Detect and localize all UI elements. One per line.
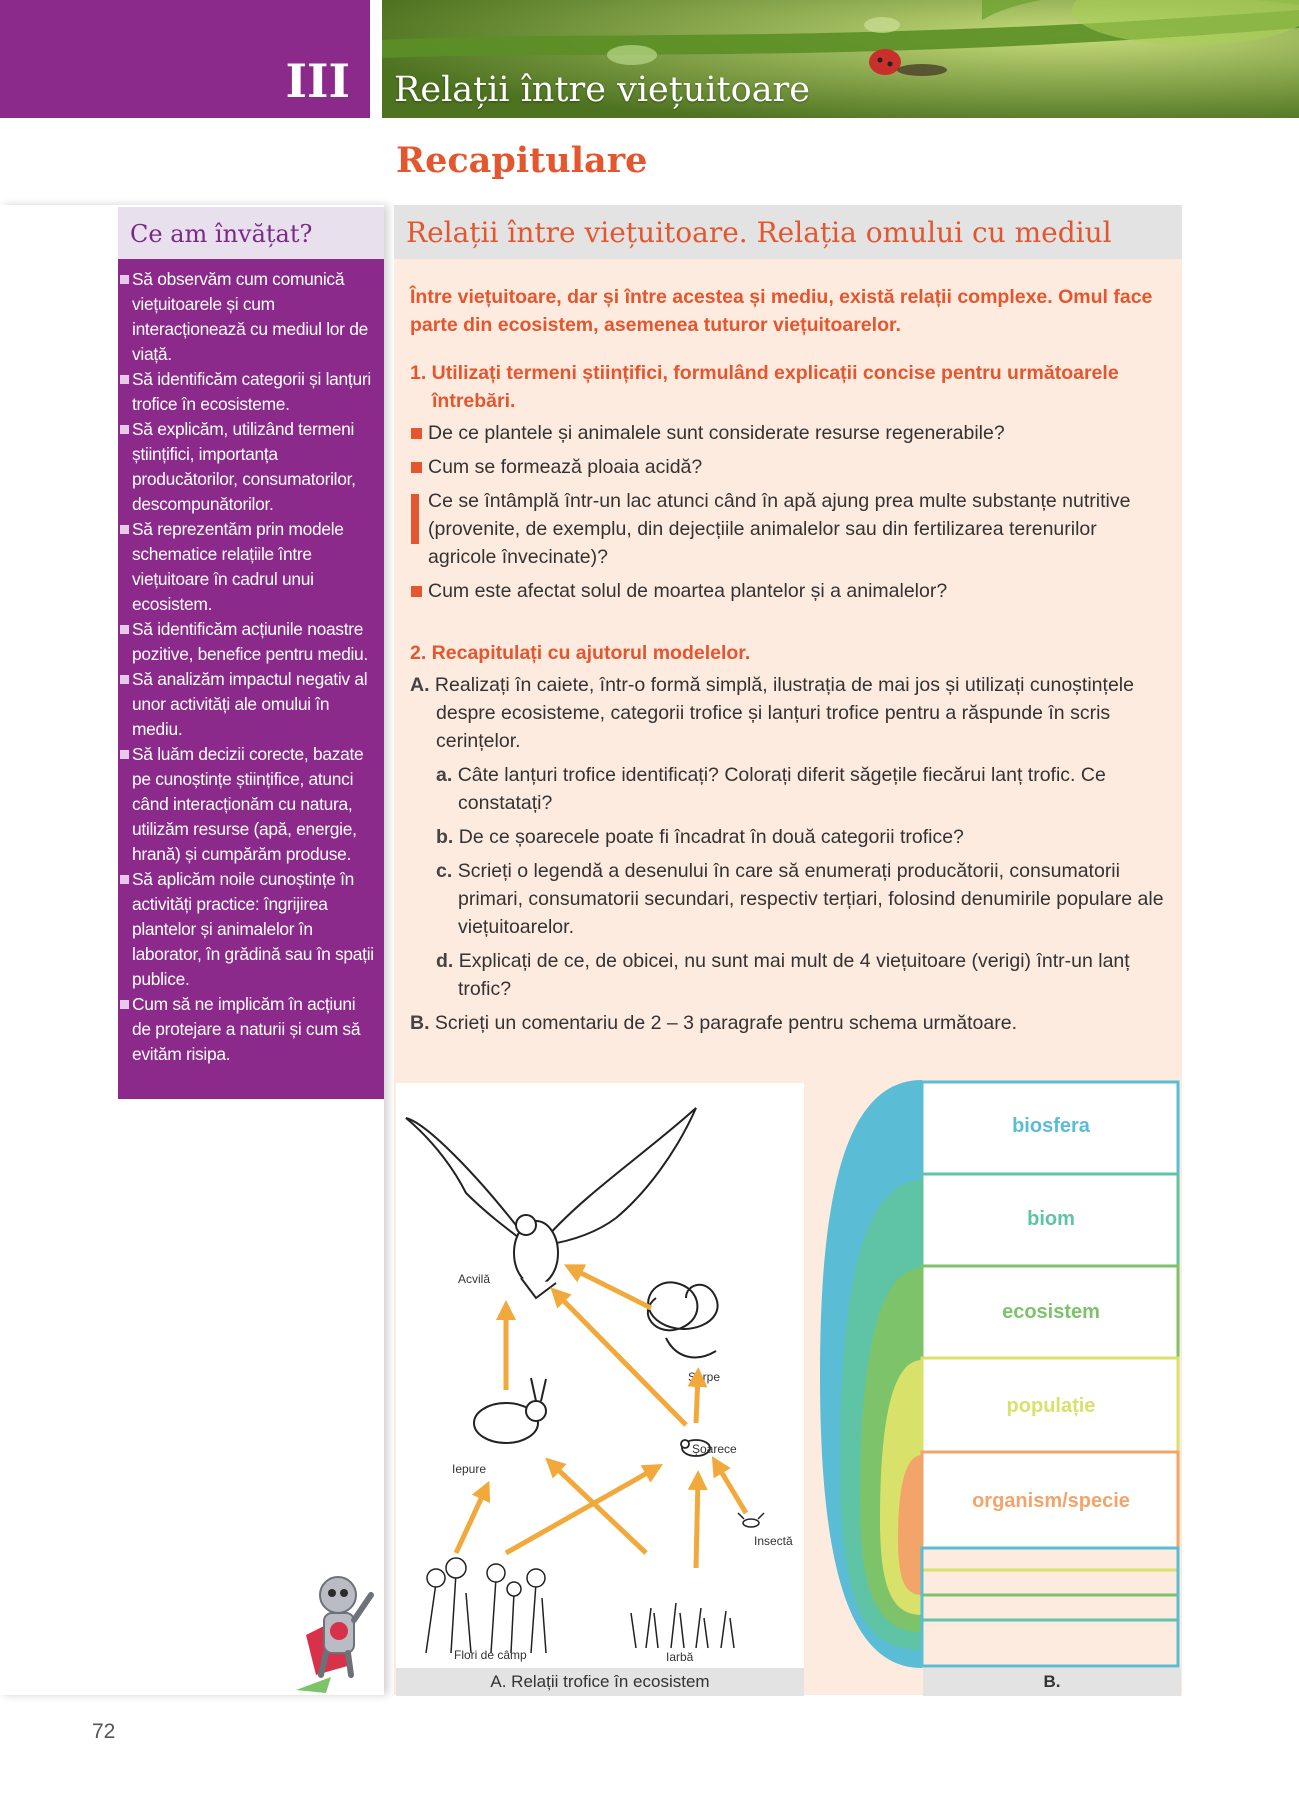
task-a-letter: A. [410, 674, 430, 696]
question-bullet: Cum se formează ploaia acidă? [410, 453, 1170, 481]
learning-item: Să aplicăm noile cunoștințe în activități practice: îngrijirea plantelor și animalelor în laborator, în grădină sau în spații publice. [118, 867, 374, 992]
level-label-populatie: populație [1006, 1395, 1096, 1417]
label-mouse: Șoarece [692, 1442, 737, 1456]
learning-item: Să explicăm, utilizând termeni științifici, importanța producătorilor, consumatorilor, descompunătorilor. [118, 417, 374, 517]
sidebar-learning-list [118, 259, 384, 1099]
arrow-insect-mouse [716, 1463, 746, 1513]
learning-item: Cum să ne implicăm în acțiuni de protejare a naturii și cum să evităm risipa. [118, 992, 374, 1067]
grass-icon [631, 1603, 734, 1648]
learning-item: Să analizăm impactul negativ al unor activități ale omului în mediu. [118, 667, 374, 742]
subtask [410, 947, 1170, 1003]
arrow-mouse-eagle [556, 1293, 686, 1425]
levels-diagram [820, 1080, 1182, 1668]
arrow-grass-mouse [696, 1478, 698, 1568]
chapter-title: Relații între viețuitoare [394, 70, 811, 110]
label-snake: Șarpe [688, 1370, 721, 1384]
subtask-letter: b. [436, 826, 454, 848]
subtask [410, 823, 1170, 851]
subtask-text: Explicați de ce, de obicei, nu sunt mai mult de 4 viețuitoare (verigi) într-un lanț trofic? [458, 950, 1130, 1000]
chapter-banner [382, 0, 1299, 118]
label-eagle: Acvilă [458, 1272, 491, 1286]
subtask-letter: d. [436, 950, 454, 972]
arrow-flowers-rabbit [456, 1488, 486, 1553]
chapter-number-box [0, 0, 370, 118]
subtask-letter: c. [436, 860, 453, 882]
subtask-text: Câte lanțuri trofice identificați? Colorați diferit săgețile fiecărui lanț trofic. Ce constatați? [457, 764, 1106, 814]
subtask [410, 761, 1170, 817]
task-b [410, 1009, 1170, 1037]
intro-text: Între viețuitoare, dar și între acestea și mediu, există relații complexe. Omul face parte din ecosistem, asemenea tuturor viețuitoarelor. [410, 286, 1153, 336]
page-number: 72 [92, 1720, 116, 1743]
food-web-drawing [396, 1083, 804, 1668]
label-rabbit: Iepure [452, 1462, 487, 1476]
task-a-text: Realizați în caiete, într-o formă simplă, ilustrația de mai jos și utilizați cunoștințele despre ecosisteme, categorii trofice și lanțuri trofice pentru a răspunde în scris cerințelor. [434, 674, 1134, 752]
level-label-biosfera: biosfera [1012, 1115, 1090, 1137]
subtask [410, 857, 1170, 941]
task-a [410, 671, 1170, 755]
snake-icon [648, 1282, 718, 1357]
learning-item: Să identificăm categorii și lanțuri trofice în ecosisteme. [118, 367, 374, 417]
question-1-title: 1. Utilizați termeni științifici, formulând explicații concise pentru următoarele întrebări. [410, 362, 1119, 412]
figure-b-levels [820, 1080, 1182, 1668]
arrow-grass-rabbit [551, 1463, 646, 1553]
label-insect: Insectă [754, 1534, 793, 1548]
sidebar-title: Ce am învățat? [130, 220, 313, 248]
sidebar-title-box [118, 207, 384, 259]
subtask-letter: a. [436, 764, 453, 786]
rabbit-icon [474, 1378, 546, 1443]
level-label-organism: organism/specie [972, 1490, 1130, 1512]
learning-item: Să reprezentăm prin modele schematice relațiile între viețuitoare în cadrul unui ecosistem. [118, 517, 374, 617]
subtask-text: De ce șoarecele poate fi încadrat în două categorii trofice? [458, 826, 964, 848]
level-label-ecosistem: ecosistem [1002, 1301, 1100, 1323]
main-content [410, 283, 1170, 1043]
main-heading-bar [394, 205, 1182, 259]
figure-a-food-web [396, 1083, 804, 1668]
question-bullet: Ce se întâmplă într-un lac atunci când în apă ajung prea multe substanțe nutritive (provenite, de exemplu, din dejecțiile animalelor sau din fertilizarea terenurilor agricole învecinate)? [410, 487, 1170, 571]
eagle-icon [406, 1108, 696, 1298]
task-b-letter: B. [410, 1012, 430, 1034]
level-label-biom: biom [1027, 1208, 1075, 1230]
arrow-snake-eagle [571, 1268, 651, 1308]
flowers-icon [426, 1558, 546, 1653]
arrow-mouse-snake [696, 1375, 698, 1423]
insect-icon [738, 1513, 764, 1527]
label-grass: Iarbă [666, 1650, 694, 1664]
learning-item: Să observăm cum comunică viețuitoarele și cum interacționează cu mediul lor de viață. [118, 267, 374, 367]
mascot-robot-icon [296, 1565, 391, 1695]
learning-item: Să identificăm acțiunile noastre pozitive, benefice pentru mediu. [118, 617, 374, 667]
chapter-number: III [285, 54, 350, 108]
main-heading: Relații între viețuitoare. Relația omului cu mediul [406, 216, 1112, 249]
learning-item: Să luăm decizii corecte, bazate pe cunoștințe științifice, atunci când interacționăm cu natura, utilizăm resurse (apă, energie, hrană) și cumpărăm produse. [118, 742, 374, 867]
figure-b-caption: B. [923, 1668, 1181, 1696]
section-title: Recapitulare [396, 140, 648, 181]
question-bullet: De ce plantele și animalele sunt considerate resurse regenerabile? [410, 419, 1170, 447]
label-flowers: Flori de câmp [454, 1648, 527, 1662]
question-bullet: Cum este afectat solul de moartea plantelor și a animalelor? [410, 577, 1170, 605]
task-b-text: Scrieți un comentariu de 2 – 3 paragrafe pentru schema următoare. [434, 1012, 1017, 1034]
subtask-text: Scrieți o legendă a desenului în care să enumerați producătorii, consumatorii primari, consumatorii secundari, respectiv terțiari, folosind denumirile populare ale viețuitoarelor. [457, 860, 1164, 938]
figure-a-caption: A. Relații trofice în ecosistem [396, 1668, 804, 1696]
question-2-title: 2. Recapitulați cu ajutorul modelelor. [410, 642, 751, 664]
